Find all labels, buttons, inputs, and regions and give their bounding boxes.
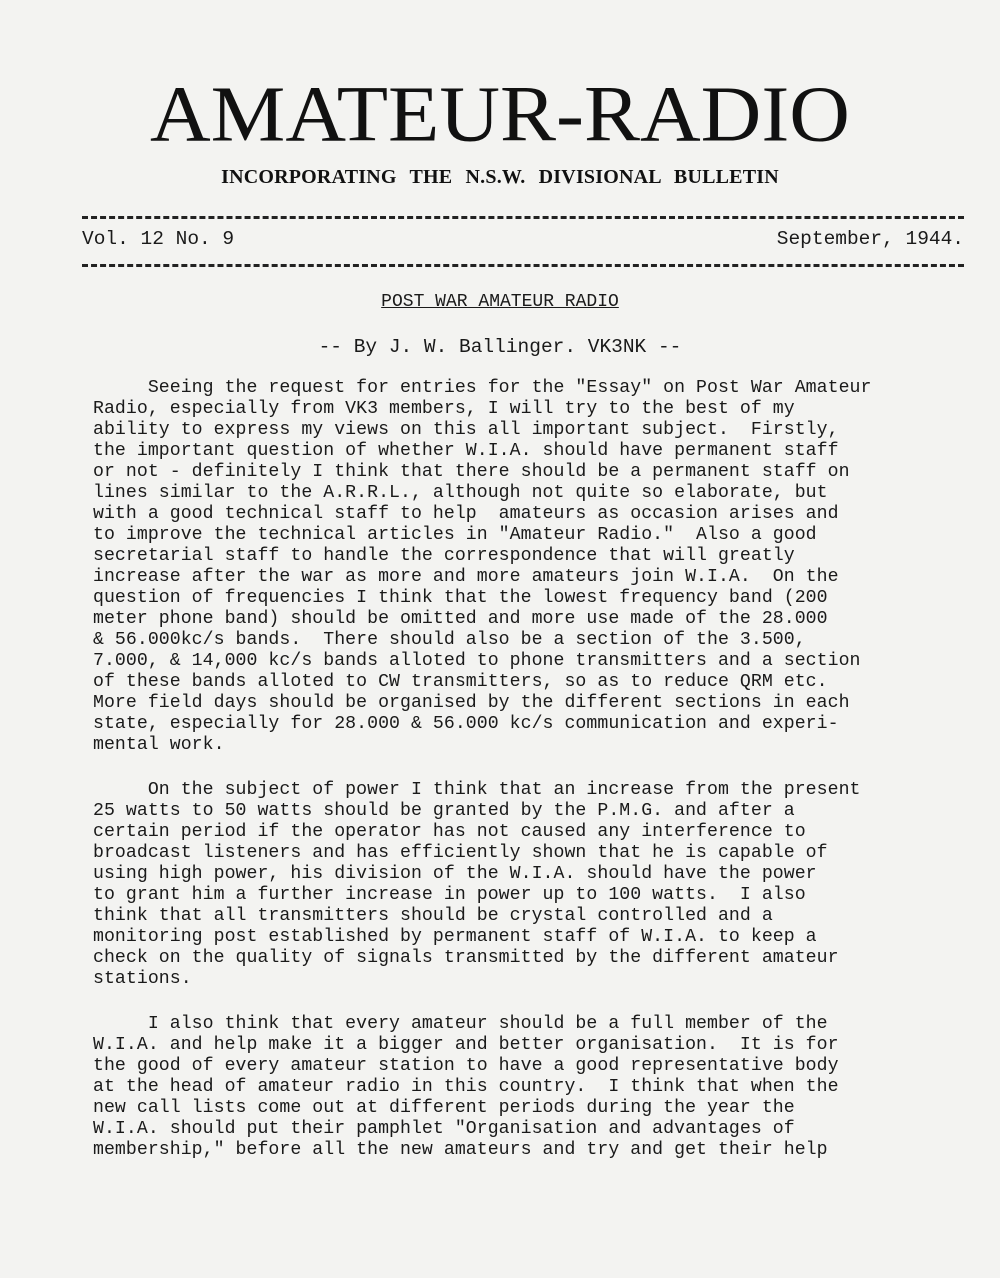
bottom-dashed-rule — [82, 264, 964, 267]
publication-subtitle: INCORPORATING THE N.S.W. DIVISIONAL BULLETIN — [221, 166, 779, 188]
article-paragraph: On the subject of power I think that an increase from the present 25 watts to 50 watts should be granted by the P.M.G. and after a certain period if the operator has not caused any interference to broadcast listeners and has efficiently shown that he is capable of using high power, his division of the W.I.A. should have the power to grant him a further increase in power up to 100 watts. I also think that all transmitters should be crystal controlled and a monitoring post established by permanent staff of W.I.A. to keep a check on the quality of signals transmitted by the different amateur stations. — [93, 780, 861, 989]
article-paragraph: Seeing the request for entries for the "Essay" on Post War Amateur Radio, especially from VK3 members, I will try to the best of my ability to express my views on this all important subject. Firstly, the important question of whether W.I.A. should have permanent staff or not - definitely I think that there should be a permanent staff on lines similar to the A.R.R.L., although not quite so elaborate, but with a good technical staff to help amateurs as occasion arises and to improve the technical articles in "Amateur Radio." Also a good secretarial staff to handle the correspondence that will greatly increase after the war as more and more amateurs join W.I.A. On the question of frequencies I think that the lowest frequency band (200 meter phone band) should be omitted and more use made of the 28.000 & 56.000kc/s bands. There should also be a section of the 3.500, 7.000, & 14,000 kc/s bands alloted to phone transmitters and a section of these bands alloted to CW transmitters, so as to reduce QRM etc. More field days should be organised by the different sections in each state, especially for 28.000 & 56.000 kc/s communication and experi- mental work. — [93, 378, 872, 755]
issue-date: September, 1944. — [776, 228, 964, 250]
article-paragraph: I also think that every amateur should be a full member of the W.I.A. and help make it a bigger and better organisation. It is for the good of every amateur station to have a good representative body at the head of amateur radio in this country. I think that when the new call lists come out at different periods during the year the W.I.A. should put their pamphlet "Organisation and advantages of membership," before all the new amateurs and try and get their help — [93, 1014, 839, 1160]
issue-volume: Vol. 12 No. 9 — [82, 228, 235, 250]
masthead — [0, 70, 1000, 189]
publication-title: AMATEUR-RADIO — [150, 70, 850, 159]
article-title: POST WAR AMATEUR RADIO — [381, 292, 619, 312]
article-byline: -- By J. W. Ballinger. VK3NK -- — [318, 336, 682, 358]
top-dashed-rule — [82, 216, 964, 219]
